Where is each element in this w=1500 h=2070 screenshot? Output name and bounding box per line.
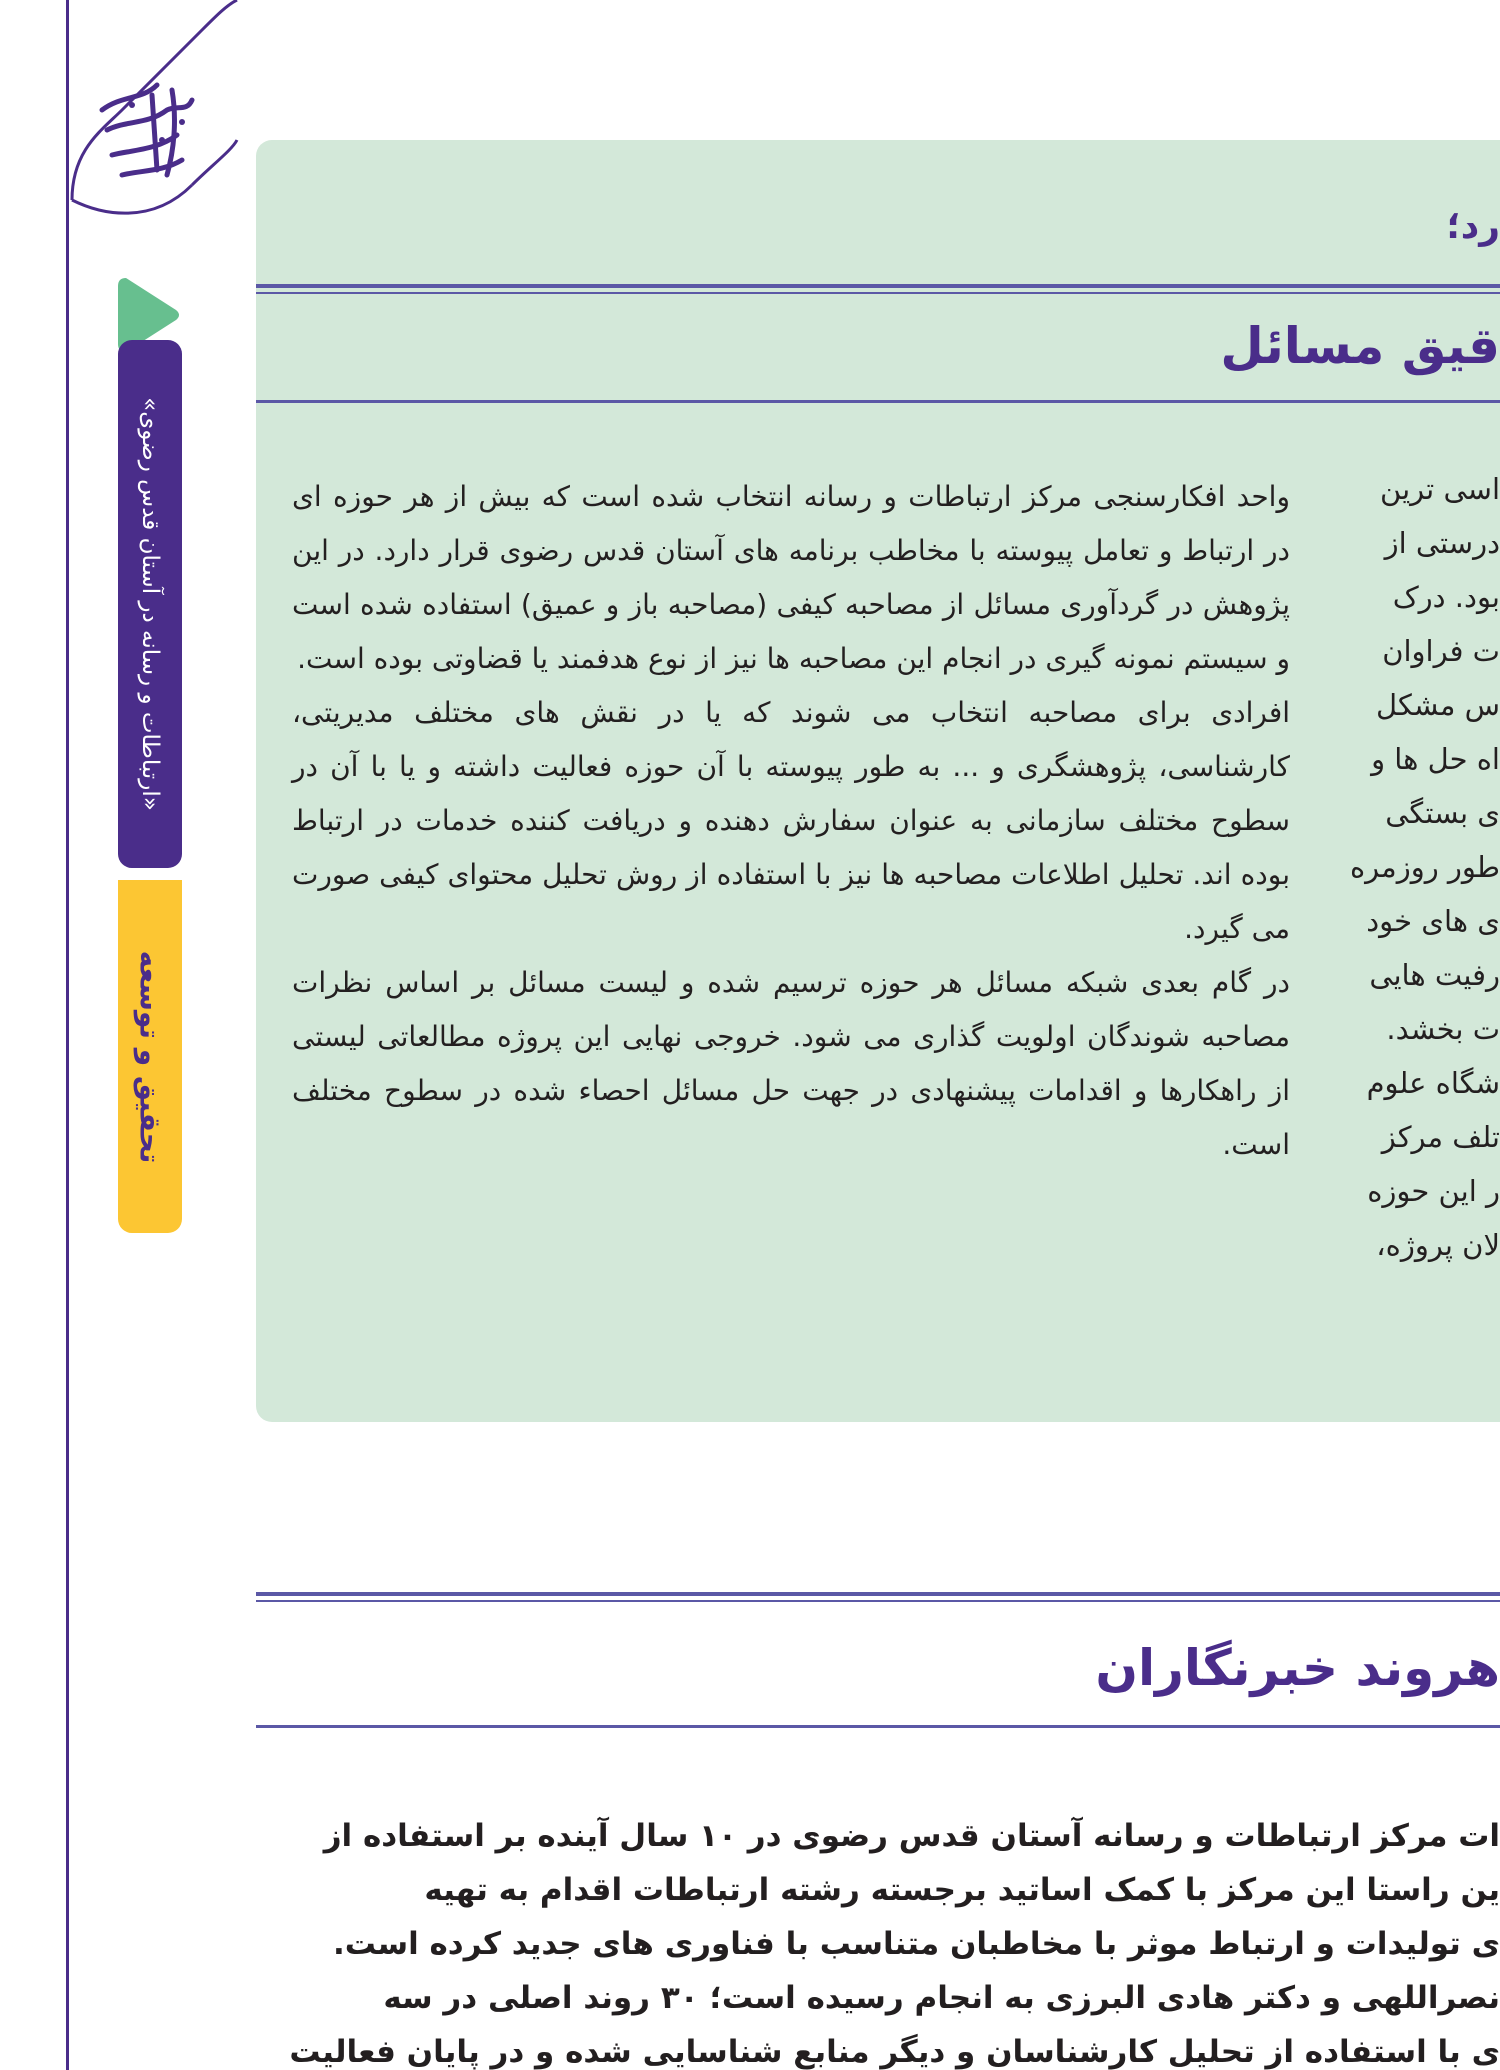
- paragraph: واحد افکارسنجی مرکز ارتباطات و رسانه انتخاب شده است که بیش از هر حوزه ای در ارتباط و تعامل پیوسته با مخاطب برنامه های آستان قدس رضوی قرار دارد. در این پژوهش در گردآوری مسائل از مصاحبه کیفی (مصاحبه باز و عمیق) استفاده شده است و سیستم نمونه گیری در انجام این مصاحبه ها نیز از نوع هدفمند یا قضاوتی بوده است.: [292, 480, 1290, 675]
- section2-line: ات مرکز ارتباطات و رسانه آستان قدس رضوی در ۱۰ سال آینده بر استفاده از: [323, 1818, 1500, 1854]
- section2-title-rule: [256, 1725, 1500, 1728]
- right-col-line: درستی از: [1384, 526, 1500, 560]
- section2-title: هروند خبرنگاران: [1095, 1639, 1500, 1697]
- right-col-line: ی های خود: [1366, 904, 1500, 938]
- right-col-line: شگاه علوم: [1366, 1066, 1500, 1100]
- right-col-line: ت بخشد.: [1386, 1012, 1500, 1046]
- section2-rule-top: [256, 1592, 1500, 1596]
- paragraph: در گام بعدی شبکه مسائل هر حوزه ترسیم شده و لیست مسائل بر اساس نظرات مصاحبه شوندگان اولویت گذاری می شود. خروجی نهایی این پروژه مطالعاتی لیستی از راهکارها و اقدامات پیشنهادی در جهت حل مسائل احصاء شده در سطوح مختلف است.: [292, 966, 1290, 1161]
- box-title: قیق مسائل: [1220, 317, 1500, 375]
- right-col-line: رفیت هایی: [1369, 958, 1500, 992]
- right-col-line: س مشکل: [1375, 688, 1500, 722]
- right-col-line: ت فراوان: [1382, 634, 1500, 668]
- magazine-logo: [62, 0, 242, 250]
- section2-line: نصراللهی و دکتر هادی البرزی به انجام رسیده است؛ ۳۰ روند اصلی در سه: [383, 1980, 1500, 2016]
- box-main-column: [292, 470, 1290, 1172]
- right-col-line: طور روزمره: [1349, 850, 1500, 884]
- category-label-pill: [118, 880, 182, 1233]
- sidebar-rule: [66, 0, 69, 2070]
- right-col-line: ر این حوزه: [1367, 1174, 1500, 1208]
- box-title-rule-bottom: [256, 400, 1500, 403]
- section2-line: ین راستا این مرکز با کمک اساتید برجسته رشته ارتباطات اقدام به تهیه: [424, 1872, 1500, 1908]
- box-title-rule-top: [256, 284, 1500, 288]
- section-label-pill: [118, 340, 182, 868]
- right-col-line: تلف مرکز: [1381, 1120, 1500, 1154]
- section2-line: ی با استفاده از تحلیل کارشناسان و دیگر منابع شناسایی شده و در پایان فعالیت: [289, 2034, 1500, 2070]
- right-col-line: ی بستگی: [1385, 796, 1500, 830]
- section2-rule-top-thin: [256, 1600, 1500, 1602]
- box-kicker: رد؛: [1446, 206, 1500, 247]
- section2-line: ی تولیدات و ارتباط موثر با مخاطبان متناسب با فناوری های جدید کرده است.: [332, 1926, 1500, 1962]
- box-title-rule-top-thin: [256, 292, 1500, 294]
- section-label: «ارتباطات و رسانه در آستان قدس رضوی»: [137, 397, 163, 811]
- paragraph: افرادی برای مصاحبه انتخاب می شوند که یا در نقش های مختلف مدیریتی، کارشناسی، پژوهشگری و ... به طور پیوسته با آن حوزه فعالیت داشته و یا با آن در سطوح مختلف سازمانی به عنوان سفارش دهنده و دریافت کننده خدمات در ارتباط بوده اند. تحلیل اطلاعات مصاحبه ها نیز با استفاده از روش تحلیل محتوای کیفی صورت می گیرد.: [292, 696, 1290, 945]
- right-col-line: اه حل ها و: [1371, 742, 1500, 776]
- right-col-line: اسی ترین: [1380, 472, 1500, 506]
- right-col-line: لان پروژه،: [1376, 1228, 1500, 1262]
- right-col-line: بود. درک: [1392, 580, 1500, 614]
- category-label: تحقیق و توسعه: [133, 950, 167, 1163]
